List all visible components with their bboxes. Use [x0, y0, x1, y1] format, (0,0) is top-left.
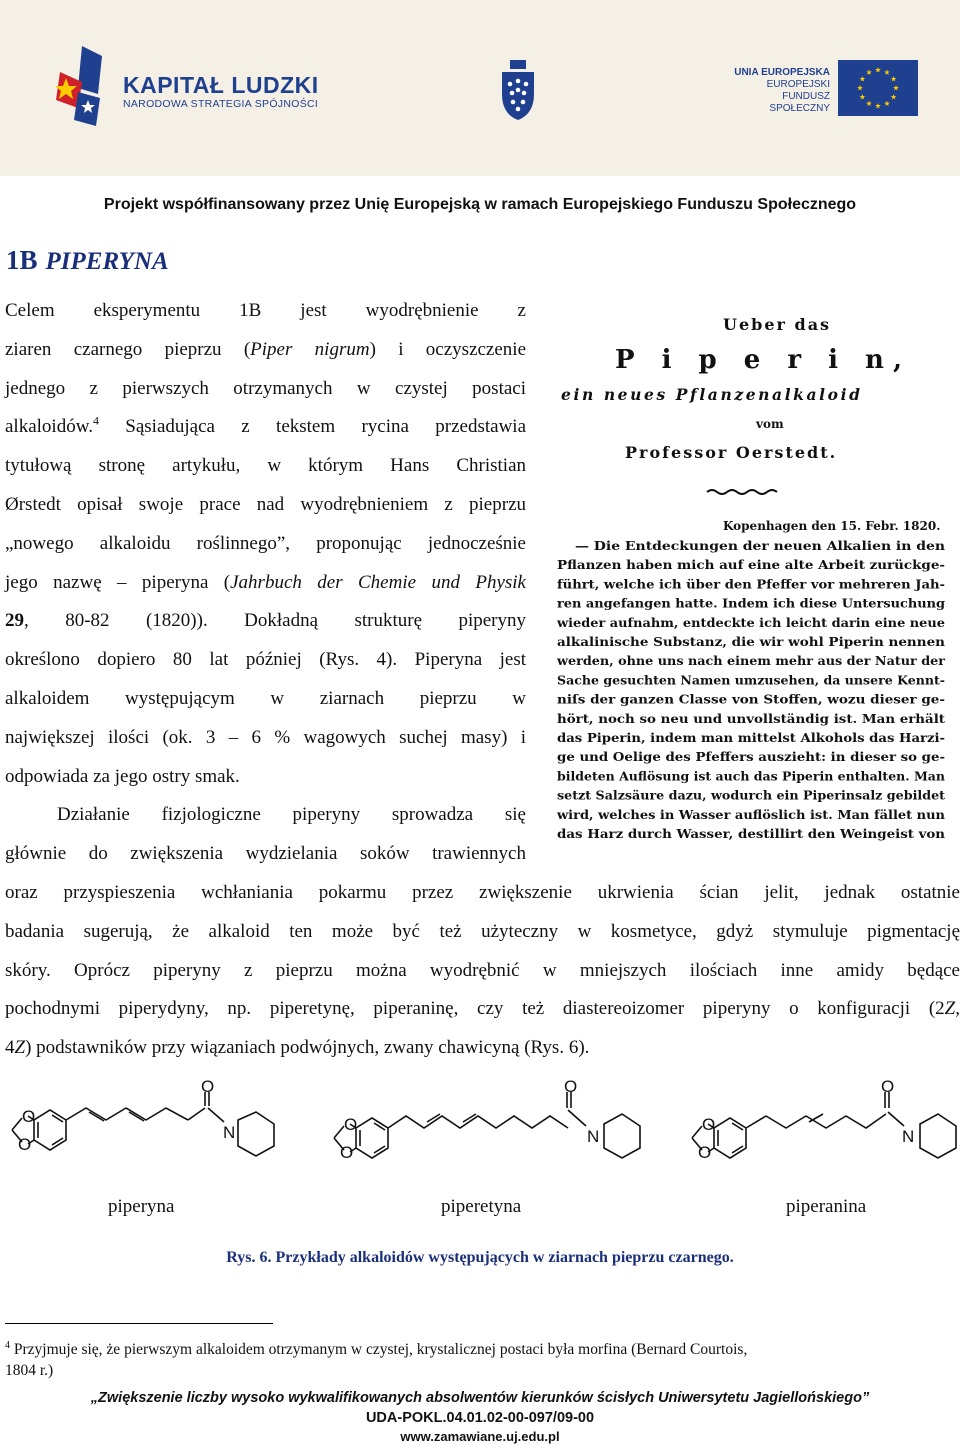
article-text-line: setzt Salzsäure dazu, wodurch ein Piperinsalz gebildet [557, 788, 946, 803]
text-line: badania sugerują, że alkaloid ten może być też użyteczny w kosmetyce, gdyż stymuluje pigmentację [5, 920, 960, 942]
text-line: Działanie fizjologiczne piperyny sprowadza się [57, 804, 526, 825]
section-heading [6, 245, 169, 276]
coat-of-arms-icon [500, 60, 536, 120]
text-line: oraz przyspieszenia wchłaniania pokarmu przez zwiększenie ukrwienia ścian jelit, jednak ostatnie [5, 882, 960, 903]
footnote-separator [5, 1323, 273, 1324]
atom-o: O [18, 1135, 32, 1154]
article-text-line: ge und Oelige des Pfeffers auszieht: in dieser so ge- [557, 750, 945, 765]
structure-piperine [12, 1078, 274, 1156]
paragraph-intro [5, 292, 526, 796]
article-text-line: niſs der ganzen Classe von Stoffen, wozu dieser ge- [557, 692, 945, 707]
structure-piperetine [334, 1078, 640, 1162]
logo-title: KAPITAŁ LUDZKI [123, 72, 319, 98]
atom-o: O [564, 1078, 578, 1096]
article-text-line: alkalinische Substanz, die wir wohl Piperin nennen [557, 635, 946, 649]
atom-o: O [22, 1107, 36, 1126]
eu-line-3: FUNDUSZ SPOŁECZNY [769, 91, 830, 114]
atom-o: O [340, 1143, 354, 1162]
text-line: 4Z) podstawników przy wiązaniach podwójnych, zwany chawicyną (Rys. 6). [5, 1037, 590, 1059]
text-line: pochodnymi piperydyny, np. piperetynę, piperaninę, czy też diastereoizomer piperyny o konfiguracji (2Z, [5, 998, 960, 1020]
article-title-2: P i p e r i n, [615, 345, 911, 375]
article-text-line: führt, welche ich über den Pfeffer vor mehreren Jah- [557, 577, 945, 592]
section-title: PIPERYNA [45, 248, 169, 275]
article-title-1: Ueber das [723, 315, 832, 334]
article-text-line: werden, ohne uns nach einem mehr aus der Natur der [555, 654, 946, 669]
footnote-line: 1804 r.) [5, 1362, 54, 1380]
text-line: „nowego alkaloidu roślinnego”, proponując jednocześnie [5, 532, 526, 554]
text-line: Ørstedt opisał swoje prace nad wyodrębnieniem z pieprzu [5, 493, 526, 515]
atom-o: O [881, 1078, 895, 1096]
footnote-mark: 4 [5, 1340, 10, 1351]
eu-label [720, 67, 830, 115]
atom-n: N [223, 1123, 236, 1142]
article-text-line: das Piperin, indem man mittelst Alkohols das Harzi- [557, 731, 945, 745]
section-number: 1B [6, 245, 38, 275]
caption-piperetyna: piperetyna [441, 1196, 522, 1217]
article-text-line: bildeten Auflösung ist auch das Piperin enthalten. Man [557, 769, 946, 784]
text-line: alkaloidem występującym w ziarnach pieprzu w [5, 687, 526, 709]
footer-website-link[interactable]: www.zamawiane.uj.edu.pl [400, 1429, 560, 1444]
text-line: jednego z pierwszych otrzymanych w czystej postaci [5, 377, 526, 399]
caption-piperanina: piperanina [786, 1196, 867, 1217]
figure-caption: Rys. 6. Przykłady alkaloidów występujących w ziarnach pieprzu czarnego. [226, 1249, 734, 1266]
text-line: ziaren czarnego pieprzu (Piper nigrum) i oczyszczenie [5, 338, 527, 360]
article-text-line: ren angefangen hatte. Indem ich diese Untersuchung [557, 596, 946, 611]
text-line: największej ilości (ok. 3 – 6 % wagowych suchej masy) i [5, 726, 526, 748]
eu-line-1: UNIA EUROPEJSKA [734, 67, 830, 78]
atom-n: N [587, 1127, 600, 1146]
structure-piperanine [692, 1078, 956, 1162]
atom-o: O [702, 1115, 716, 1134]
article-title-page-image [545, 300, 960, 848]
logo-subtitle: NARODOWA STRATEGIA SPÓJNOŚCI [123, 98, 319, 110]
article-text-line: wieder aufnahm, entdeckte ich leicht darin eine neue [555, 615, 946, 630]
text-line: alkaloidów.$^4$ Sąsiadująca z tekstem rycina przedstawia [5, 414, 526, 438]
footer-project-code: UDA-POKL.04.01.02-00-097/09-00 [365, 1410, 595, 1426]
article-title-5: Professor Oerstedt. [625, 443, 838, 462]
text-line: Celem eksperymentu 1B jest wyodrębnienie z [5, 300, 526, 321]
structures-figure [0, 1078, 960, 1188]
text-line: jego nazwę – piperyna (Jahrbuch der Chemie und Physik [5, 571, 526, 593]
article-text-line: Pflanzen haben mich auf eine alte Arbeit zurückge- [557, 558, 945, 573]
footnote-line: $^4$ Przyjmuje się, że pierwszym alkaloidem otrzymanym w czystej, krystalicznej postaci była morfina (Bernard Courtois, [5, 1340, 748, 1359]
text-line: tytułową stronę artykułu, w którym Hans Christian [5, 455, 526, 477]
paragraph-physiology-top [5, 796, 526, 874]
atom-o: O [201, 1078, 215, 1096]
article-text-line: wird, welches in Wasser auflöslich ist. Man fället nun [555, 807, 946, 822]
text-line: odpowiada za jego ostry smak. [5, 765, 240, 787]
kapital-ludzki-logo [52, 42, 122, 130]
footnote [5, 1335, 915, 1381]
footer-project-title: „Zwiększenie liczby wysoko wykwalifikowanych absolwentów kierunków ścisłych Uniwersytetu Jagiellońskiego” [90, 1390, 870, 1406]
eu-flag-icon [838, 60, 918, 116]
eu-line-2: EUROPEJSKI [766, 79, 830, 90]
paragraph-physiology-bottom [5, 874, 960, 1068]
text-line: określono dopiero 80 lat później (Rys. 4). Piperyna jest [5, 649, 526, 671]
atom-o: O [344, 1115, 358, 1134]
article-title-4: vom [756, 417, 784, 431]
caption-piperyna: piperyna [108, 1196, 175, 1217]
article-text-line: — Die Entdeckungen der neuen Alkalien in den [575, 539, 946, 553]
text-line: skóry. Oprócz piperyny z pieprzu można wyodrębnić w mniejszych ilościach inne amidy będące [5, 959, 960, 981]
article-text-line: Sache gesuchten Namen umzusehen, da unsere Kennt- [557, 673, 945, 688]
ornament-rule [707, 490, 777, 494]
atom-n: N [902, 1127, 915, 1146]
project-cofinance-line: Projekt współfinansowany przez Unię Europejską w ramach Europejskiego Funduszu Społecznego [103, 196, 857, 213]
article-dateline: Kopenhagen den 15. Febr. 1820. [723, 519, 941, 533]
text-line: głównie do zwiększenia wydzielania soków trawiennych [5, 842, 526, 864]
text-line: 29, 80-82 (1820)). Dokładną strukturę piperyny [5, 610, 526, 632]
article-text-line: das Harz durch Wasser, destillirt den Weingeist von [557, 827, 946, 841]
article-text-line: hört, noch so neu und unvollständig ist. Man erhält [557, 711, 946, 726]
atom-o: O [698, 1143, 712, 1162]
footnote-ref: 4 [92, 414, 99, 429]
article-title-3: ein neues Pflanzenalkaloid [561, 385, 863, 404]
